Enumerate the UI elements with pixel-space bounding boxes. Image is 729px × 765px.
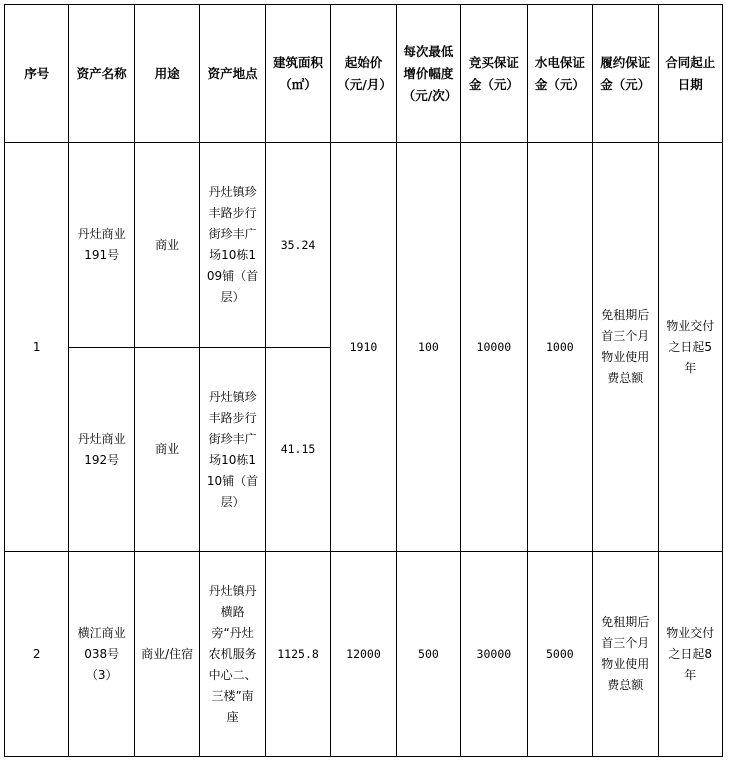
- header-increment: 每次最低增价幅度（元/次）: [396, 5, 460, 143]
- header-use: 用途: [134, 5, 199, 143]
- header-contract-period: 合同起止日期: [658, 5, 723, 143]
- area-cell: 41.15: [265, 348, 330, 552]
- asset-name-cell: 丹灶商业192号: [69, 348, 134, 552]
- location-cell: 丹灶镇珍丰路步行街珍丰广场10栋109铺（首层）: [200, 143, 265, 348]
- use-cell: 商业/住宿: [134, 552, 199, 757]
- start-price-cell: 1910: [331, 143, 396, 552]
- header-location: 资产地点: [200, 5, 265, 143]
- header-area: 建筑面积（㎡）: [265, 5, 330, 143]
- increment-cell: 100: [396, 143, 460, 552]
- asset-lease-table: [4, 4, 723, 757]
- table-row: [5, 143, 723, 348]
- utility-deposit-cell: 1000: [527, 143, 592, 552]
- start-price-cell: 12000: [331, 552, 396, 757]
- header-performance-deposit: 履约保证金（元）: [593, 5, 658, 143]
- asset-name-cell: 横江商业038号（3）: [69, 552, 134, 757]
- header-row: [5, 5, 723, 143]
- increment-cell: 500: [396, 552, 460, 757]
- contract-period-cell: 物业交付之日起5年: [658, 143, 723, 552]
- location-cell: 丹灶镇珍丰路步行街珍丰广场10栋110铺（首层）: [200, 348, 265, 552]
- header-asset-name: 资产名称: [69, 5, 134, 143]
- use-cell: 商业: [134, 348, 199, 552]
- header-utility-deposit: 水电保证金（元）: [527, 5, 592, 143]
- area-cell: 35.24: [265, 143, 330, 348]
- contract-period-cell: 物业交付之日起8年: [658, 552, 723, 757]
- seq-cell: 1: [5, 143, 69, 552]
- utility-deposit-cell: 5000: [527, 552, 592, 757]
- seq-cell: 2: [5, 552, 69, 757]
- area-cell: 1125.8: [265, 552, 330, 757]
- use-cell: 商业: [134, 143, 199, 348]
- header-start-price: 起始价（元/月）: [331, 5, 396, 143]
- performance-deposit-cell: 免租期后首三个月物业使用费总额: [593, 143, 658, 552]
- bid-deposit-cell: 10000: [461, 143, 527, 552]
- header-seq: 序号: [5, 5, 69, 143]
- bid-deposit-cell: 30000: [461, 552, 527, 757]
- asset-name-cell: 丹灶商业191号: [69, 143, 134, 348]
- header-bid-deposit: 竞买保证金（元）: [461, 5, 527, 143]
- location-cell: 丹灶镇丹横路旁“丹灶农机服务中心二、三楼”南座: [200, 552, 265, 757]
- table-row: [5, 552, 723, 757]
- performance-deposit-cell: 免租期后首三个月物业使用费总额: [593, 552, 658, 757]
